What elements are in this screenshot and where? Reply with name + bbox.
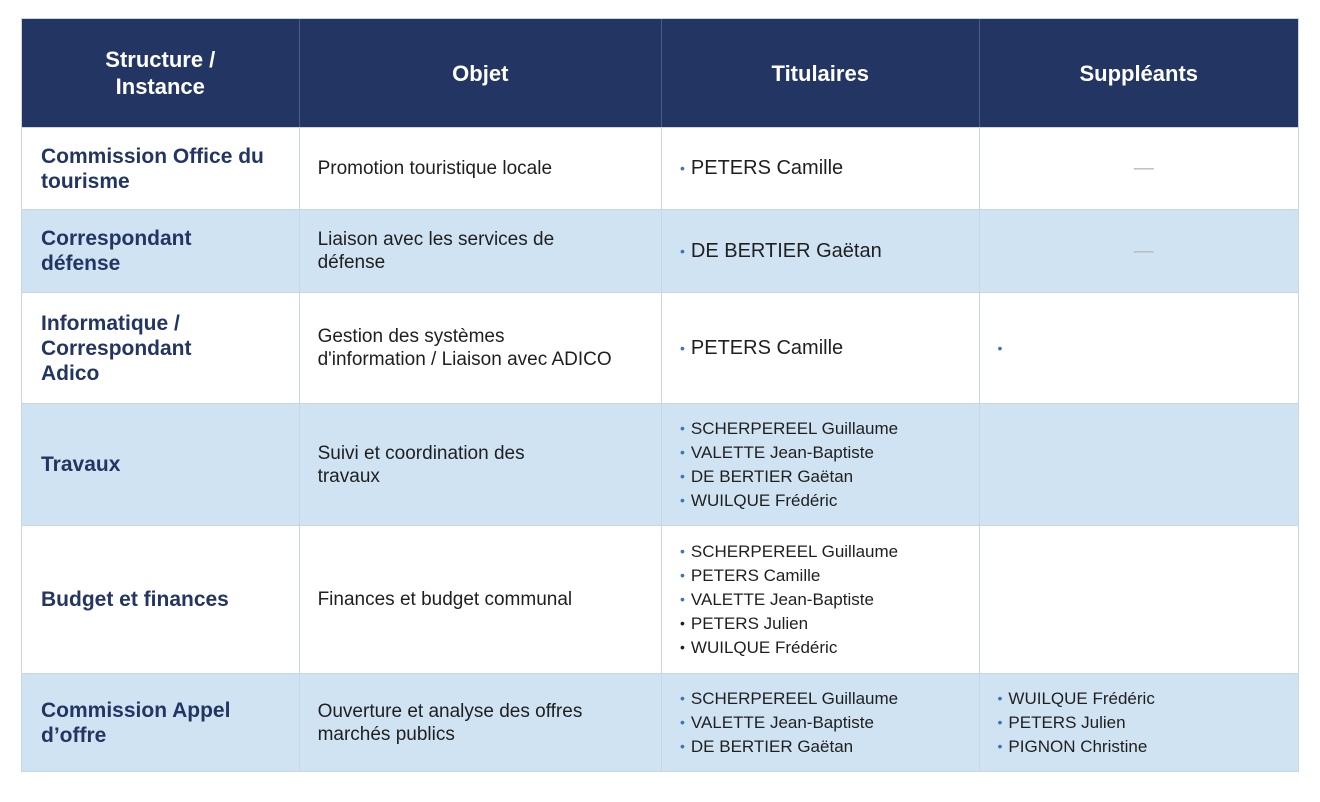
structure-label: Correspondant défense [41, 227, 192, 275]
suppleants-cell [979, 404, 1299, 525]
suppleants-cell [979, 526, 1299, 673]
bullet-icon: • [680, 419, 685, 436]
objet-label: Ouverture et analyse des offres marchés publics [317, 700, 583, 745]
titulaire-name: PETERS Camille [690, 157, 844, 179]
list-item [680, 238, 882, 265]
list-item [680, 465, 898, 489]
titulaires-list [680, 417, 898, 513]
suppleants-list [998, 687, 1155, 759]
structure-label: Travaux [41, 453, 121, 476]
suppleant-name: WUILQUE Frédéric [1008, 688, 1155, 708]
objet-cell [299, 404, 661, 525]
titulaire-name: SCHERPEREEL Guillaume [690, 688, 899, 708]
table-row [22, 673, 1298, 771]
titulaires-list [680, 238, 882, 265]
titulaires-cell [661, 404, 979, 525]
list-item [680, 335, 843, 362]
titulaires-cell [661, 293, 979, 403]
table-row [22, 525, 1298, 673]
suppleants-cell [979, 128, 1299, 209]
suppleants-cell [979, 210, 1299, 292]
titulaires-list [680, 540, 898, 660]
titulaires-cell [661, 526, 979, 673]
titulaires-list [680, 687, 898, 759]
structure-cell [22, 293, 299, 403]
objet-label: Finances et budget communal [317, 589, 573, 610]
delegations-table [21, 18, 1299, 772]
bullet-icon: • [997, 340, 1003, 356]
bullet-icon: • [680, 590, 685, 607]
table-row [22, 127, 1298, 209]
list-item [680, 636, 898, 660]
titulaires-cell [661, 128, 979, 209]
list-item [680, 564, 898, 588]
titulaire-name: WUILQUE Frédéric [690, 490, 838, 510]
list-item [998, 687, 1155, 711]
bullet-icon: • [680, 542, 685, 559]
titulaire-name: PETERS Camille [690, 565, 821, 585]
titulaires-list [680, 335, 843, 362]
bullet-icon: • [997, 737, 1003, 754]
empty-dash: — [1133, 239, 1154, 262]
list-item [680, 540, 898, 564]
bullet-icon: • [680, 614, 685, 631]
objet-label: Gestion des systèmes d'information / Liaison avec ADICO [317, 326, 612, 370]
header-structure-label: Structure / Instance [105, 47, 216, 99]
titulaire-name: VALETTE Jean-Baptiste [690, 442, 874, 462]
bullet-icon: • [680, 638, 685, 655]
header-suppleants-label: Suppléants [1079, 60, 1199, 86]
titulaire-name: DE BERTIER Gaëtan [690, 736, 854, 756]
titulaire-name: VALETTE Jean-Baptiste [690, 589, 874, 609]
structure-cell [22, 404, 299, 525]
list-item [680, 711, 898, 735]
table-row [22, 292, 1298, 403]
list-item [998, 735, 1155, 759]
objet-cell [299, 674, 661, 771]
suppleant-name: PIGNON Christine [1008, 736, 1148, 756]
bullet-icon: • [680, 737, 685, 754]
structure-label: Commission Office du tourisme [41, 144, 264, 193]
titulaires-cell [661, 210, 979, 292]
list-item [680, 735, 898, 759]
table-header-row [22, 19, 1298, 127]
header-structure [22, 19, 299, 127]
list-item [680, 489, 898, 513]
list-item [680, 417, 898, 441]
structure-cell [22, 210, 299, 292]
list-item [680, 155, 843, 182]
titulaire-name: DE BERTIER Gaëtan [690, 239, 882, 262]
objet-cell [299, 526, 661, 673]
bullet-icon: • [997, 689, 1003, 706]
objet-cell [299, 210, 661, 292]
bullet-icon: • [680, 242, 685, 259]
suppleants-cell [979, 674, 1299, 771]
structure-label: Informatique / Correspondant Adico [41, 311, 192, 385]
table-row [22, 403, 1298, 525]
titulaire-name: SCHERPEREEL Guillaume [690, 541, 899, 561]
objet-cell [299, 128, 661, 209]
objet-label: Liaison avec les services de défense [317, 229, 555, 273]
table-row [22, 209, 1298, 292]
structure-label: Budget et finances [41, 588, 229, 611]
bullet-icon: • [680, 160, 685, 176]
suppleants-cell [979, 293, 1299, 403]
bullet-icon: • [680, 566, 685, 583]
list-item [680, 588, 898, 612]
objet-label: Suivi et coordination des travaux [317, 442, 525, 487]
titulaire-name: DE BERTIER Gaëtan [690, 466, 854, 486]
header-objet-label: Objet [452, 60, 509, 86]
structure-cell [22, 526, 299, 673]
bullet-icon: • [680, 443, 685, 460]
bullet-icon: • [680, 713, 685, 730]
header-suppleants [979, 19, 1299, 127]
titulaire-name: WUILQUE Frédéric [690, 637, 838, 657]
bullet-icon: • [680, 467, 685, 484]
header-objet [299, 19, 661, 127]
structure-cell [22, 128, 299, 209]
bullet-icon: • [680, 689, 685, 706]
titulaires-list [680, 155, 843, 182]
bullet-icon: • [680, 491, 685, 508]
structure-cell [22, 674, 299, 771]
structure-label: Commission Appel d’offre [41, 698, 231, 747]
list-item [998, 711, 1155, 735]
suppleant-name: PETERS Julien [1008, 712, 1126, 732]
objet-cell [299, 293, 661, 403]
empty-dash: — [1133, 157, 1154, 179]
bullet-icon: • [680, 339, 685, 356]
titulaire-name: VALETTE Jean-Baptiste [690, 712, 874, 732]
titulaires-cell [661, 674, 979, 771]
list-item [680, 441, 898, 465]
titulaire-name: PETERS Julien [690, 613, 809, 633]
objet-label: Promotion touristique locale [317, 158, 553, 179]
bullet-icon: • [997, 713, 1003, 730]
list-item [680, 687, 898, 711]
header-titulaires-label: Titulaires [771, 60, 869, 86]
titulaire-name: PETERS Camille [690, 336, 844, 359]
header-titulaires [661, 19, 979, 127]
titulaire-name: SCHERPEREEL Guillaume [690, 418, 899, 438]
list-item [680, 612, 898, 636]
